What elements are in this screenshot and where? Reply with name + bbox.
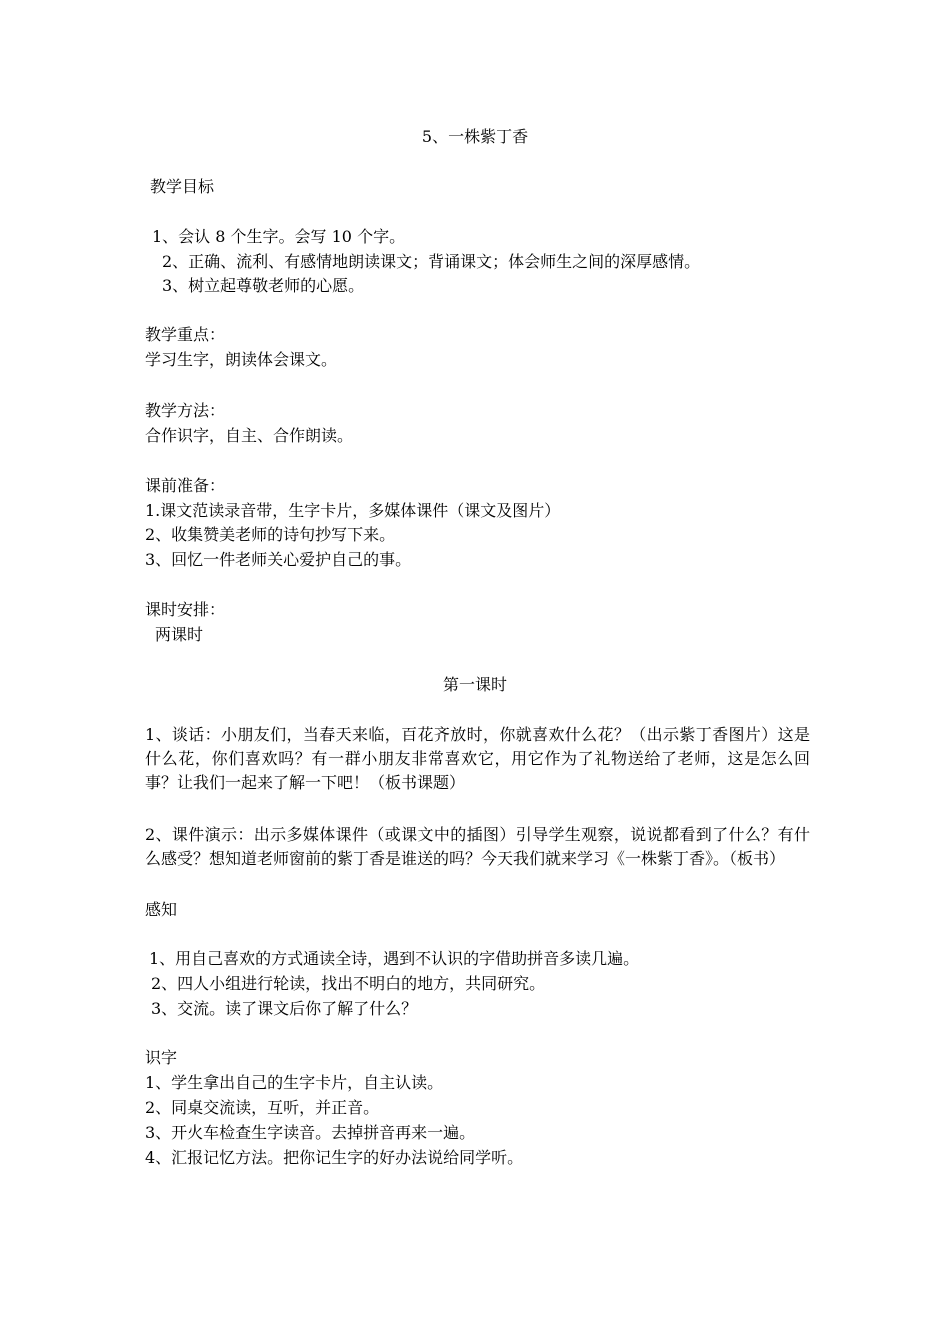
objective-item: 3、树立起尊敬老师的心愿。	[162, 276, 365, 295]
key-points-heading: 教学重点：	[145, 325, 226, 344]
schedule-heading: 课时安排：	[145, 600, 226, 619]
literacy-item: 3、开火车检查生字读音。去掉拼音再来一遍。	[145, 1123, 476, 1142]
key-points-text: 学习生字，朗读体会课文。	[145, 350, 338, 369]
preparation-heading: 课前准备：	[145, 476, 226, 495]
literacy-heading: 识字	[145, 1048, 178, 1067]
perception-item: 1、用自己喜欢的方式通读全诗，遇到不认识的字借助拼音多读几遍。	[149, 949, 640, 968]
preparation-item: 2、收集赞美老师的诗句抄写下来。	[145, 525, 396, 544]
perception-heading: 感知	[145, 900, 178, 919]
objectives-heading: 教学目标	[150, 177, 215, 196]
literacy-item: 1、学生拿出自己的生字卡片，自主认读。	[145, 1073, 444, 1092]
lesson1-demo-paragraph: 2、课件演示：出示多媒体课件（或课文中的插图）引导学生观察，说说都看到了什么？有什么感受？想知道老师窗前的紫丁香是谁送的吗？今天我们就来学习《一株紫丁香》。（板书）	[145, 825, 810, 868]
objective-item: 1、会认 8 个生字。会写 10 个字。	[152, 227, 406, 246]
perception-item: 3、交流。读了课文后你了解了什么？	[151, 999, 418, 1018]
preparation-item: 1.课文范读录音带，生字卡片，多媒体课件（课文及图片）	[145, 501, 561, 520]
document-title: 5、一株紫丁香	[421, 127, 529, 146]
schedule-text: 两课时	[155, 625, 204, 644]
literacy-item: 4、汇报记忆方法。把你记生字的好办法说给同学听。	[145, 1148, 524, 1167]
methods-text: 合作识字，自主、合作朗读。	[145, 426, 354, 445]
preparation-item: 3、回忆一件老师关心爱护自己的事。	[145, 550, 412, 569]
lesson1-heading: 第一课时	[442, 675, 507, 694]
literacy-item: 2、同桌交流读，互听，并正音。	[145, 1098, 380, 1117]
methods-heading: 教学方法：	[145, 401, 226, 420]
perception-item: 2、四人小组进行轮读，找出不明白的地方，共同研究。	[151, 974, 546, 993]
objective-item: 2、正确、流利、有感情地朗读课文；背诵课文；体会师生之间的深厚感情。	[162, 252, 701, 271]
lesson1-intro-paragraph: 1、谈话：小朋友们，当春天来临，百花齐放时，你就喜欢什么花？（出示紫丁香图片）这是什么花，你们喜欢吗？有一群小朋友非常喜欢它，用它作为了礼物送给了老师，这是怎么回事？让我们一起来了解一下吧！（板书课题）	[145, 725, 810, 792]
